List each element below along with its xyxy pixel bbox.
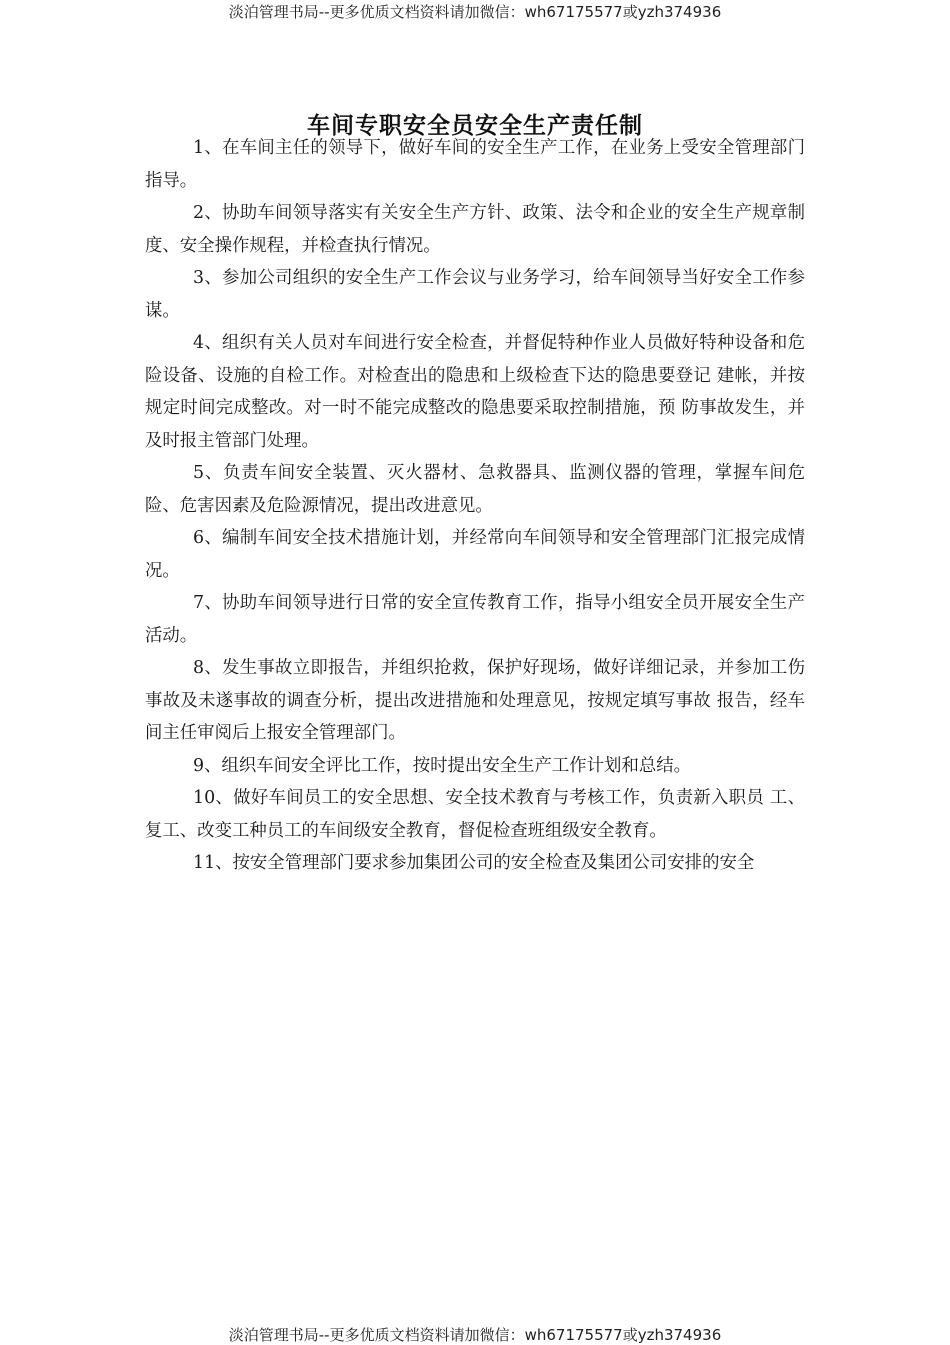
running-header: 淡泊管理书局--更多优质文档资料请加微信：wh67175577或yzh374936 [228, 3, 722, 21]
clause-5: 5、负责车间安全装置、灭火器材、急救器具、监测仪器的管理，掌握车间危险、危害因素及危险源情况，提出改进意见。 [145, 463, 805, 516]
clause-3: 3、参加公司组织的安全生产工作会议与业务学习，给车间领导当好安全工作参谋。 [145, 268, 805, 321]
clause-4: 4、组织有关人员对车间进行安全检查，并督促特种作业人员做好特种设备和危险设备、设施的自检工作。对检查出的隐患和上级检查下达的隐患要登记 建帐，并按规定时间完成整改。对一时不能完成整改的隐患要采取控制措施，预 防事故发生，并及时报主管部门处理。 [145, 333, 805, 451]
clause-2: 2、协助车间领导落实有关安全生产方针、政策、法令和企业的安全生产规章制度、安全操作规程，并检查执行情况。 [145, 203, 805, 256]
clause-10: 10、做好车间员工的安全思想、安全技术教育与考核工作，负责新入职员 工、复工、改变工种员工的车间级安全教育，督促检查班组级安全教育。 [145, 788, 805, 841]
clause-7: 7、协助车间领导进行日常的安全宣传教育工作，指导小组安全员开展安全生产活动。 [145, 593, 805, 646]
clause-11: 11、按安全管理部门要求参加集团公司的安全检查及集团公司安排的安全 [193, 853, 755, 873]
clause-9: 9、组织车间安全评比工作，按时提出安全生产工作计划和总结。 [193, 755, 692, 776]
clause-6: 6、编制车间安全技术措施计划，并经常向车间领导和安全管理部门汇报完成情况。 [145, 528, 805, 581]
running-footer: 淡泊管理书局--更多优质文档资料请加微信：wh67175577或yzh374936 [228, 1326, 722, 1344]
document-title: 车间专职安全员安全生产责任制 [307, 113, 643, 140]
clause-8: 8、发生事故立即报告，并组织抢救，保护好现场，做好详细记录，并参加工伤事故及未遂事故的调查分析，提出改进措施和处理意见，按规定填写事故 报告，经车间主任审阅后上报安全管理部门。 [145, 658, 805, 743]
clause-1: 1、在车间主任的领导下，做好车间的安全生产工作，在业务上受安全管理部门指导。 [145, 138, 805, 191]
document-body [145, 132, 805, 880]
